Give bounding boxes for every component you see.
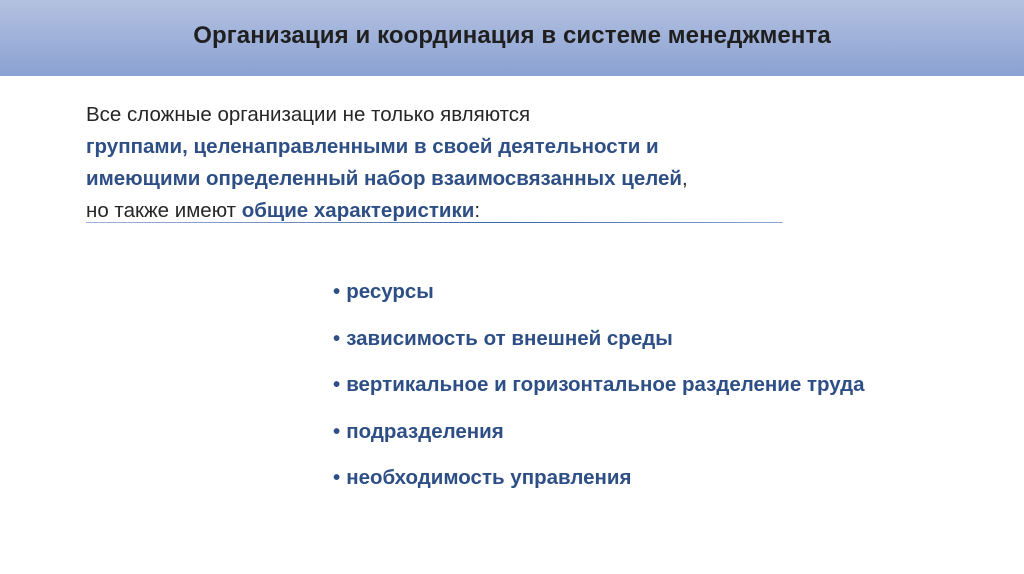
intro-line-4-start: но также имеют	[86, 199, 242, 222]
intro-line-3-tail: ,	[682, 167, 688, 190]
characteristics-list	[333, 276, 865, 509]
list-item	[333, 462, 865, 509]
intro-line-3-emphasis: имеющими определенный набор взаимосвязанных целей	[86, 167, 683, 190]
intro-line-2-emphasis: группами, целенаправленными в своей деятельности и	[86, 135, 659, 158]
list-item-label: подразделения	[346, 419, 504, 443]
intro-line-3	[86, 163, 786, 195]
intro-line-1	[86, 99, 786, 131]
bullet-icon: •	[333, 373, 341, 396]
intro-line-4-tail: :	[474, 199, 481, 222]
bullet-icon: •	[333, 326, 341, 350]
list-item	[333, 323, 865, 370]
list-item-label: ресурсы	[346, 280, 434, 303]
divider-line	[86, 222, 783, 223]
list-item	[333, 416, 865, 463]
intro-line-2	[86, 131, 786, 163]
list-item	[333, 276, 865, 323]
bullet-icon: •	[333, 280, 341, 303]
title-bar	[0, 0, 1024, 76]
intro-line-1-text: Все сложные организации не только являются	[86, 103, 531, 126]
list-item	[333, 369, 865, 416]
slide-title: Организация и координация в системе менеджмента	[193, 22, 831, 49]
bullet-icon: •	[333, 419, 341, 443]
list-item-label: зависимость от внешней среды	[346, 326, 673, 350]
list-item-label: необходимость управления	[346, 466, 632, 489]
list-item-label: вертикальное и горизонтальное разделение труда	[346, 373, 865, 396]
bullet-icon: •	[333, 466, 341, 489]
intro-paragraph	[86, 99, 786, 227]
intro-line-4-emphasis: общие характеристики	[241, 199, 475, 222]
